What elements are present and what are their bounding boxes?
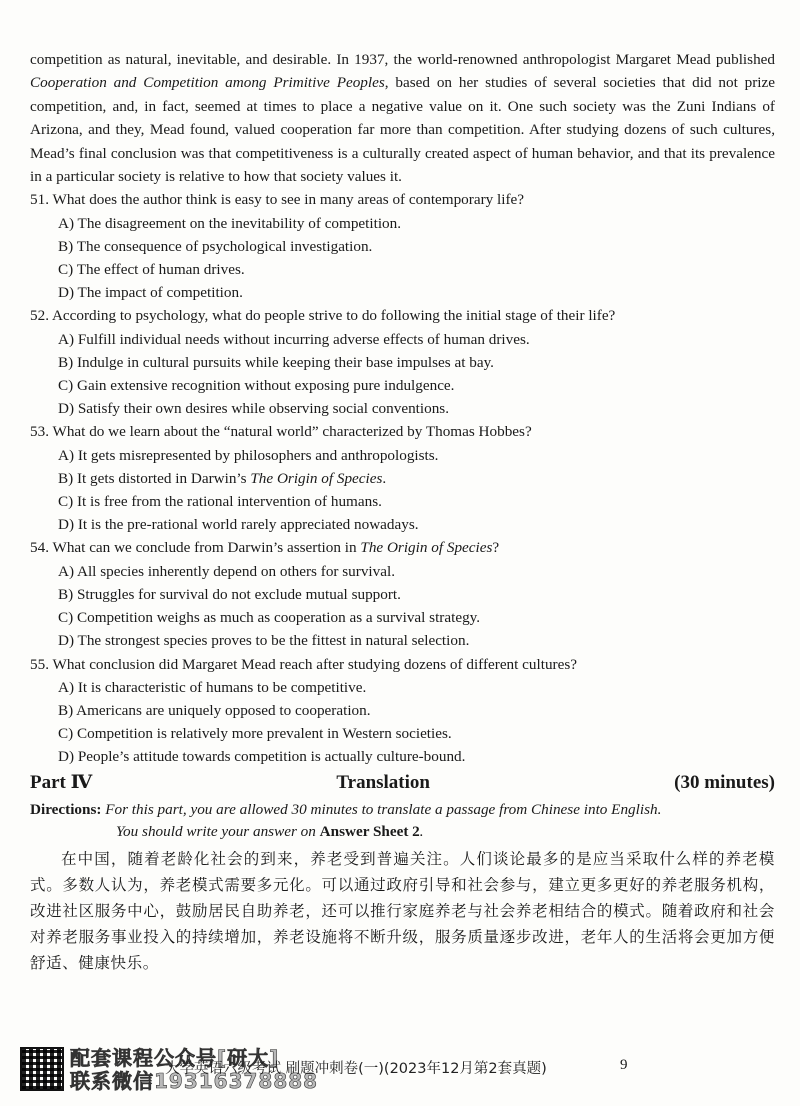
question-stem-51: 51. What does the author think is easy to see in many areas of contemporary life? [30,191,525,209]
part-label: Part Ⅳ [30,771,93,793]
question-53-option-b: B) It gets distorted in Darwin’s The Origin of Species. [58,469,387,487]
question-53-option-d: D) It is the pre-rational world rarely appreciated nowadays. [58,516,419,534]
exam-page [30,48,775,976]
question-55-option-d: D) People’s attitude towards competition is actually culture-bound. [58,748,466,766]
question-53-option-c: C) It is free from the rational intervention of humans. [58,493,382,511]
question-55-option-b: B) Americans are uniquely opposed to cooperation. [58,701,371,719]
directions-label: Directions: [30,800,102,818]
question-51-option-d: D) The impact of competition. [58,284,243,302]
passage-ending: competition as natural, inevitable, and desirable. In 1937, the world-renowned anthropologist Margaret Mead published Cooperation and Competition among Primitive Peoples, based on her studies of several societies that did not prize competition, and, in fact, seemed at times to place a negative value on it. One such society was the Zuni Indians of Arizona, and they, Mead found, valued cooperation far more than competition. After studying dozens of such cultures, Mead’s final conclusion was that competitiveness is a culturally created aspect of human behavior, and that its prevalence in a particular society is relative to how that society values it. [30,51,776,186]
part-title: Translation [336,771,430,793]
question-list [30,188,775,768]
question-stem-52: 52. According to psychology, what do people strive to do following the initial stage of their life? [30,307,616,325]
part-time: (30 minutes) [674,771,775,793]
question-52-option-d: D) Satisfy their own desires while observing social conventions. [58,400,450,418]
question-55-option-c: C) Competition is relatively more prevalent in Western societies. [58,725,452,743]
chinese-passage: 在中国，随着老龄化社会的到来，养老受到普遍关注。人们谈论最多的是应当采取什么样的养老模式。多数人认为，养老模式需要多元化。可以通过政府引导和社会参与，建立更多更好的养老服务机构，改进社区服务中心，鼓励居民自助养老，还可以推行家庭养老与社会养老相结合的模式。随着政府和社会对养老服务事业投入的持续增加，养老设施将不断升级，服务质量逐步改进，老年人的生活将会更加方便舒适、健康快乐。 [30,849,775,972]
question-52-option-a: A) Fulfill individual needs without incurring adverse effects of human drives. [58,330,530,348]
directions-line1: For this part, you are allowed 30 minutes to translate a passage from Chinese into English. [105,800,662,818]
question-55-option-a: A) It is characteristic of humans to be competitive. [58,678,367,696]
directions [30,799,775,844]
page-number: 9 [620,1057,628,1073]
question-54-option-a: A) All species inherently depend on others for survival. [58,562,395,580]
book-title: 大学英语六级考试 刷题冲刺卷(一)(2023年12月第2套真题) [165,1061,547,1077]
page-footer [20,1047,780,1097]
question-51-option-a: A) The disagreement on the inevitability of competition. [58,214,402,232]
qr-code-icon [20,1047,64,1091]
question-51-option-b: B) The consequence of psychological investigation. [58,237,373,255]
question-54-option-d: D) The strongest species proves to be the fittest in natural selection. [58,632,470,650]
directions-line2: You should write your answer on Answer Sheet 2. [116,823,424,841]
part-header [30,771,775,799]
question-stem-55: 55. What conclusion did Margaret Mead reach after studying dozens of different cultures? [30,655,577,673]
question-51-option-c: C) The effect of human drives. [58,261,245,279]
question-52-option-b: B) Indulge in cultural pursuits while keeping their base impulses at bay. [58,353,494,371]
watermark: 配套课程公众号[研大] 联系微信19316378888 [70,1046,319,1093]
question-52-option-c: C) Gain extensive recognition without exposing pure indulgence. [58,377,455,395]
question-stem-54: 54. What can we conclude from Darwin’s assertion in The Origin of Species? [30,539,500,557]
answer-sheet-ref: Answer Sheet 2 [319,823,420,841]
question-54-option-b: B) Struggles for survival do not exclude mutual support. [58,585,401,603]
question-stem-53: 53. What do we learn about the “natural world” characterized by Thomas Hobbes? [30,423,532,441]
question-53-option-a: A) It gets misrepresented by philosophers and anthropologists. [58,446,439,464]
question-54-option-c: C) Competition weighs as much as cooperation as a survival strategy. [58,609,481,627]
